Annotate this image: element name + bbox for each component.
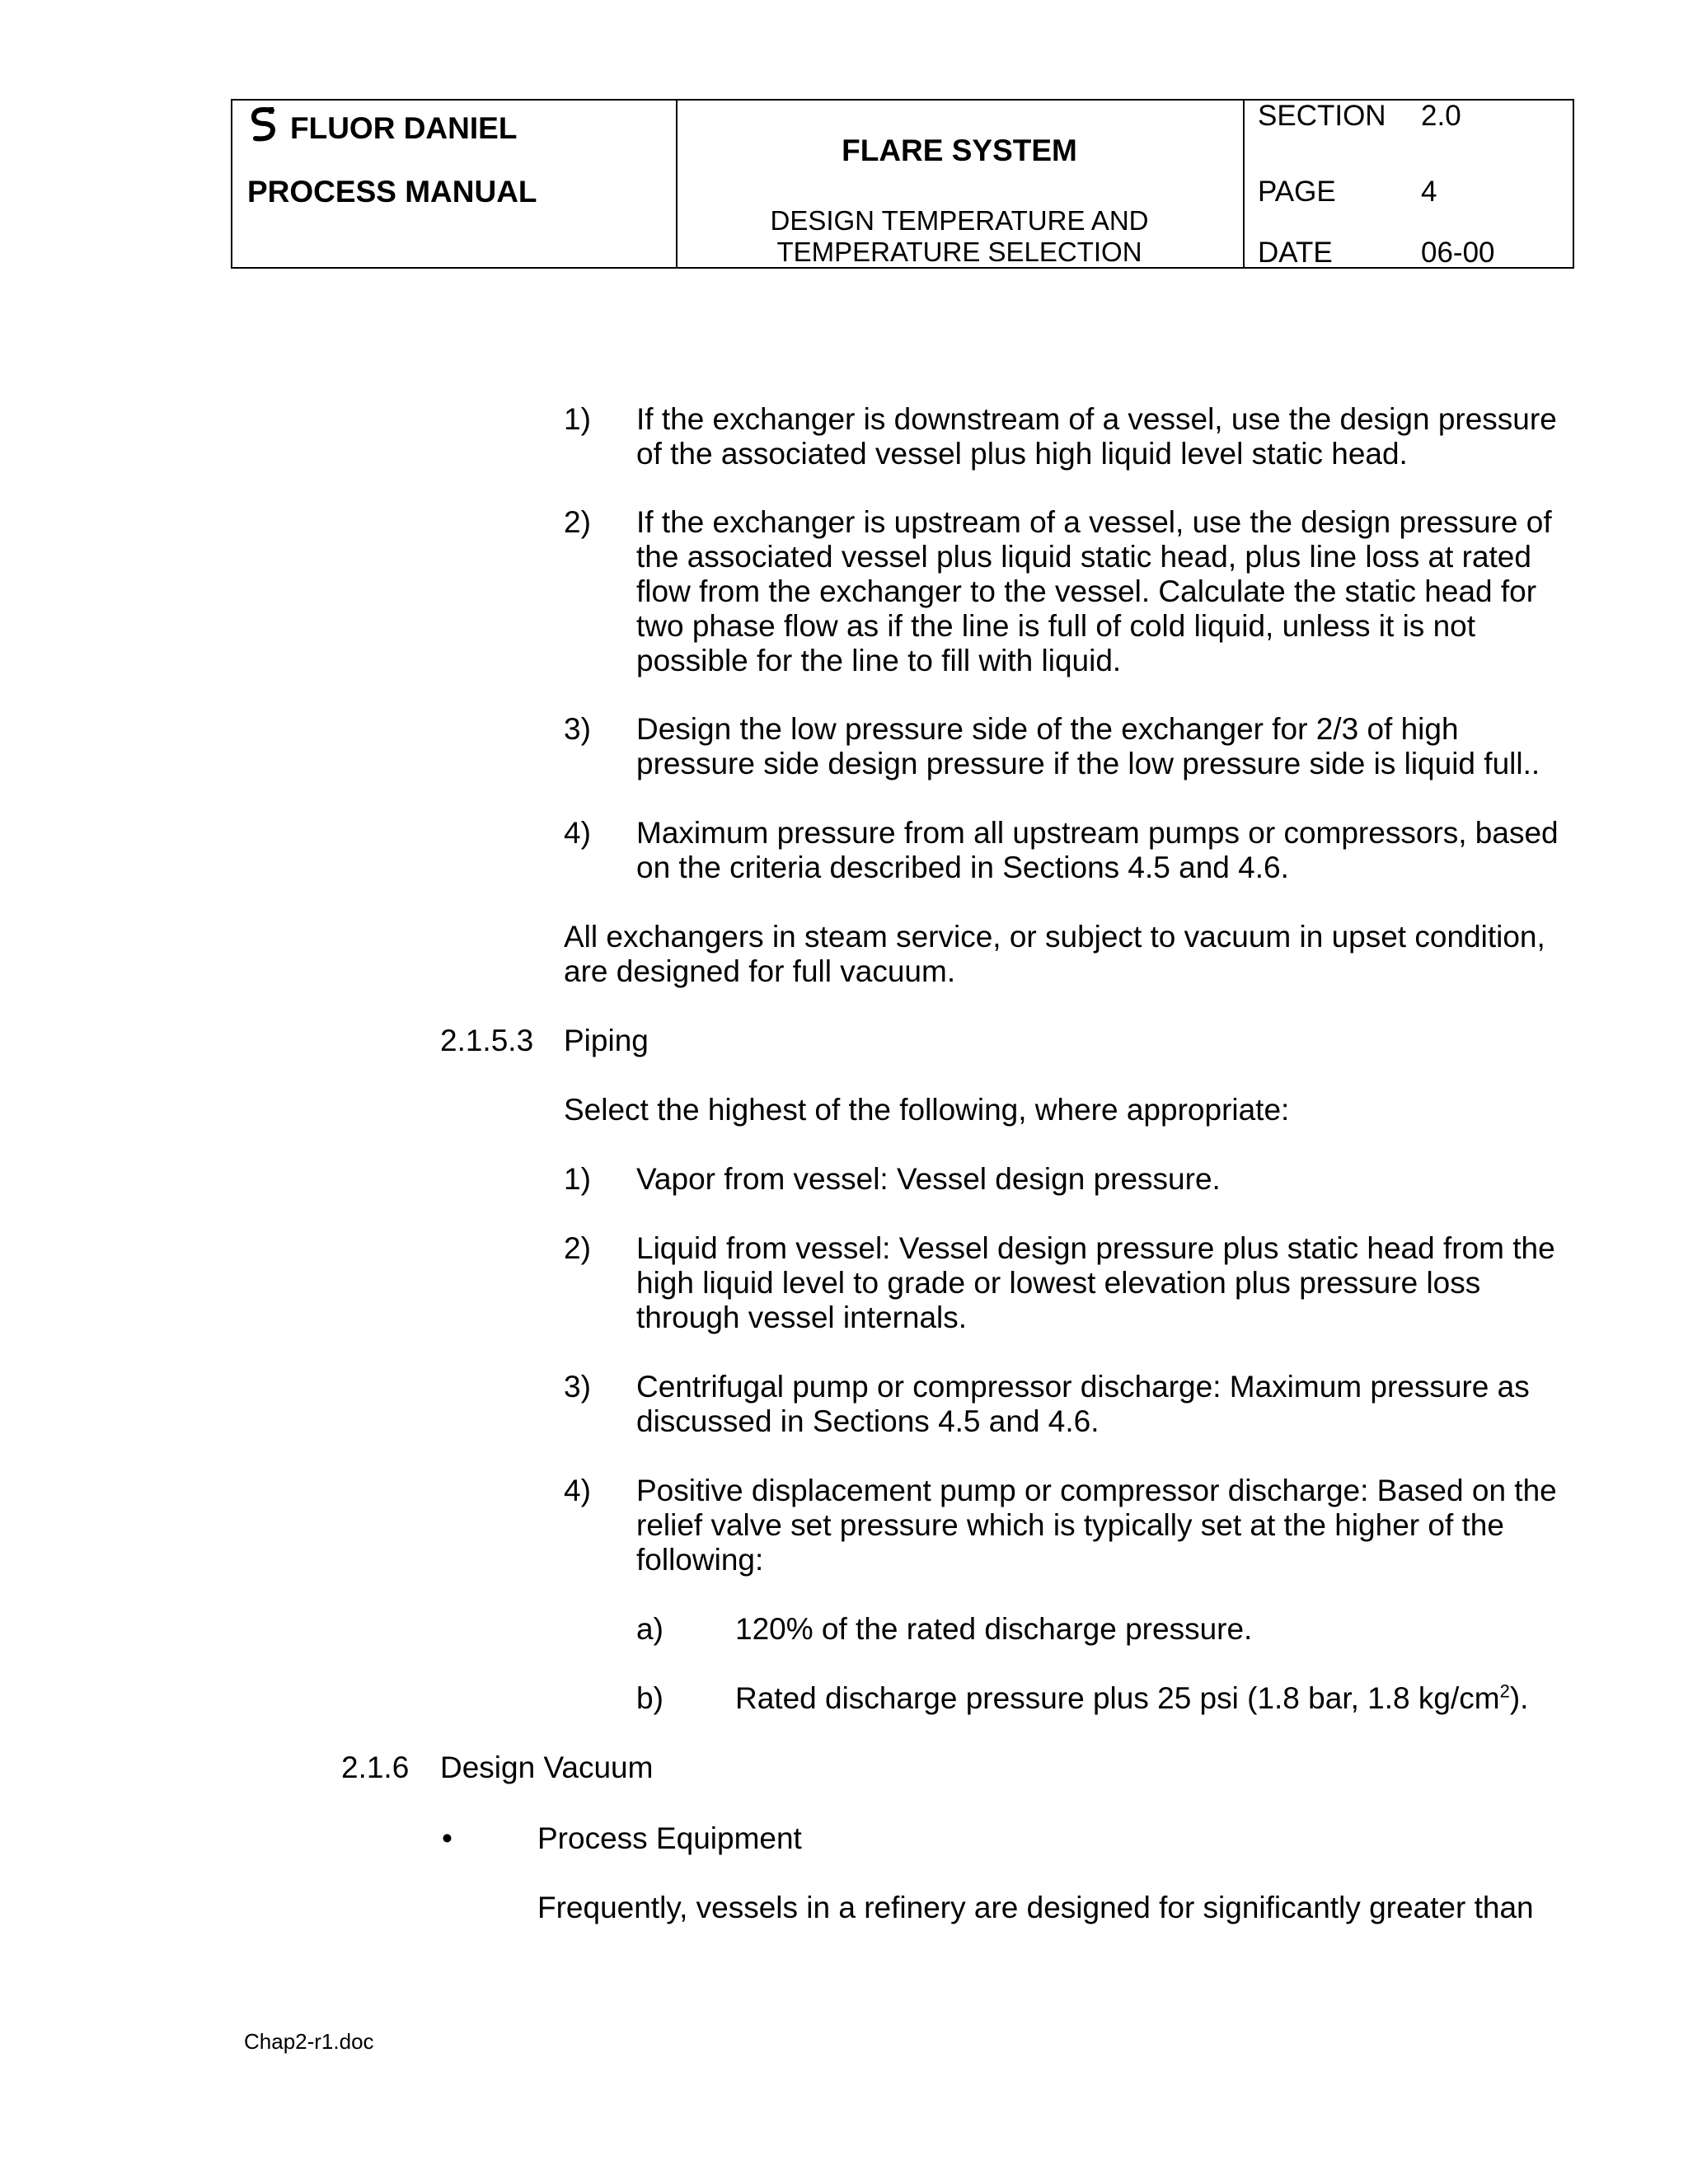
- paragraph: Frequently, vessels in a refinery are designed for significantly greater than: [537, 1891, 1534, 1924]
- list-item-text: Liquid from vessel: Vessel design pressure plus static head from the: [636, 1231, 1555, 1265]
- piping-intro: Select the highest of the following, where appropriate:: [564, 1093, 1290, 1127]
- list-item-text: If the exchanger is upstream of a vessel, use the design pressure of: [636, 505, 1552, 539]
- list-item-text: of the associated vessel plus high liquid level static head.: [636, 437, 1408, 471]
- system-title: FLARE SYSTEM: [842, 134, 1077, 167]
- sub-item-text: [735, 1681, 1528, 1716]
- list-item-text: Maximum pressure from all upstream pumps or compressors, based: [636, 816, 1559, 850]
- date-label: DATE: [1258, 237, 1333, 269]
- section-number: 2.1.6: [341, 1750, 410, 1784]
- section-value: 2.0: [1421, 100, 1461, 132]
- section-label: SECTION: [1258, 100, 1386, 132]
- list-item-number: 4): [564, 816, 591, 850]
- list-item-number: 3): [564, 1370, 591, 1404]
- page-label: PAGE: [1258, 176, 1336, 208]
- list-item-text: pressure side design pressure if the low pressure side is liquid full..: [636, 747, 1540, 780]
- list-item-number: 3): [564, 712, 591, 746]
- list-item-text: If the exchanger is downstream of a vessel, use the design pressure: [636, 402, 1557, 436]
- page-value: 4: [1421, 176, 1437, 208]
- superscript: 2: [1499, 1680, 1510, 1702]
- list-item-text: discussed in Sections 4.5 and 4.6.: [636, 1404, 1100, 1438]
- section-heading: Design Vacuum: [440, 1750, 654, 1784]
- list-item-text: Centrifugal pump or compressor discharge: Maximum pressure as: [636, 1370, 1530, 1404]
- sub-item-number: a): [636, 1612, 663, 1646]
- bullet-icon: •: [442, 1821, 452, 1855]
- document-header: [231, 99, 1574, 269]
- list-item-text: two phase flow as if the line is full of cold liquid, unless it is not: [636, 609, 1476, 643]
- list-item-number: 1): [564, 1162, 591, 1196]
- list-item-text: flow from the exchanger to the vessel. Calculate the static head for: [636, 574, 1537, 608]
- list-item-number: 1): [564, 402, 591, 436]
- list-item-number: 4): [564, 1474, 591, 1507]
- list-item-text: high liquid level to grade or lowest elevation plus pressure loss: [636, 1266, 1481, 1300]
- list-item-text: on the criteria described in Sections 4.5 and 4.6.: [636, 851, 1289, 884]
- list-item-text: possible for the line to fill with liquid.: [636, 644, 1122, 677]
- list-item-text: Design the low pressure side of the exchanger for 2/3 of high: [636, 712, 1459, 746]
- vacuum-note: are designed for full vacuum.: [564, 954, 956, 988]
- section-heading: Piping: [564, 1024, 649, 1057]
- sub-item-text: 120% of the rated discharge pressure.: [735, 1612, 1253, 1646]
- company-name-text: FLUOR DANIEL: [290, 111, 518, 145]
- subtitle-line-1: DESIGN TEMPERATURE AND: [770, 205, 1149, 236]
- section-number: 2.1.5.3: [440, 1024, 534, 1057]
- sub-item-number: b): [636, 1681, 663, 1715]
- sub-item-text-end: ).: [1509, 1681, 1529, 1715]
- list-item-number: 2): [564, 1231, 591, 1265]
- list-item-text: relief valve set pressure which is typically set at the higher of the: [636, 1508, 1504, 1542]
- list-item-text: Positive displacement pump or compressor discharge: Based on the: [636, 1474, 1557, 1507]
- list-item-text: Vapor from vessel: Vessel design pressure.: [636, 1162, 1221, 1196]
- list-item-text: following:: [636, 1543, 764, 1577]
- manual-title: PROCESS MANUAL: [247, 175, 537, 209]
- list-item-number: 2): [564, 505, 591, 539]
- sub-item-text-main: Rated discharge pressure plus 25 psi (1.8 bar, 1.8 kg/cm: [735, 1681, 1500, 1715]
- header-divider: [1243, 101, 1245, 267]
- vacuum-note: All exchangers in steam service, or subject to vacuum in upset condition,: [564, 920, 1545, 954]
- list-item-text: the associated vessel plus liquid static head, plus line loss at rated: [636, 540, 1531, 574]
- subtitle-line-2: TEMPERATURE SELECTION: [776, 237, 1142, 267]
- company-name: [247, 105, 517, 144]
- bullet-text: Process Equipment: [537, 1821, 802, 1855]
- list-item-text: through vessel internals.: [636, 1301, 968, 1334]
- fluor-logo-icon: [247, 105, 279, 143]
- date-value: 06-00: [1421, 237, 1495, 269]
- footer-filename: Chap2-r1.doc: [244, 2029, 374, 2054]
